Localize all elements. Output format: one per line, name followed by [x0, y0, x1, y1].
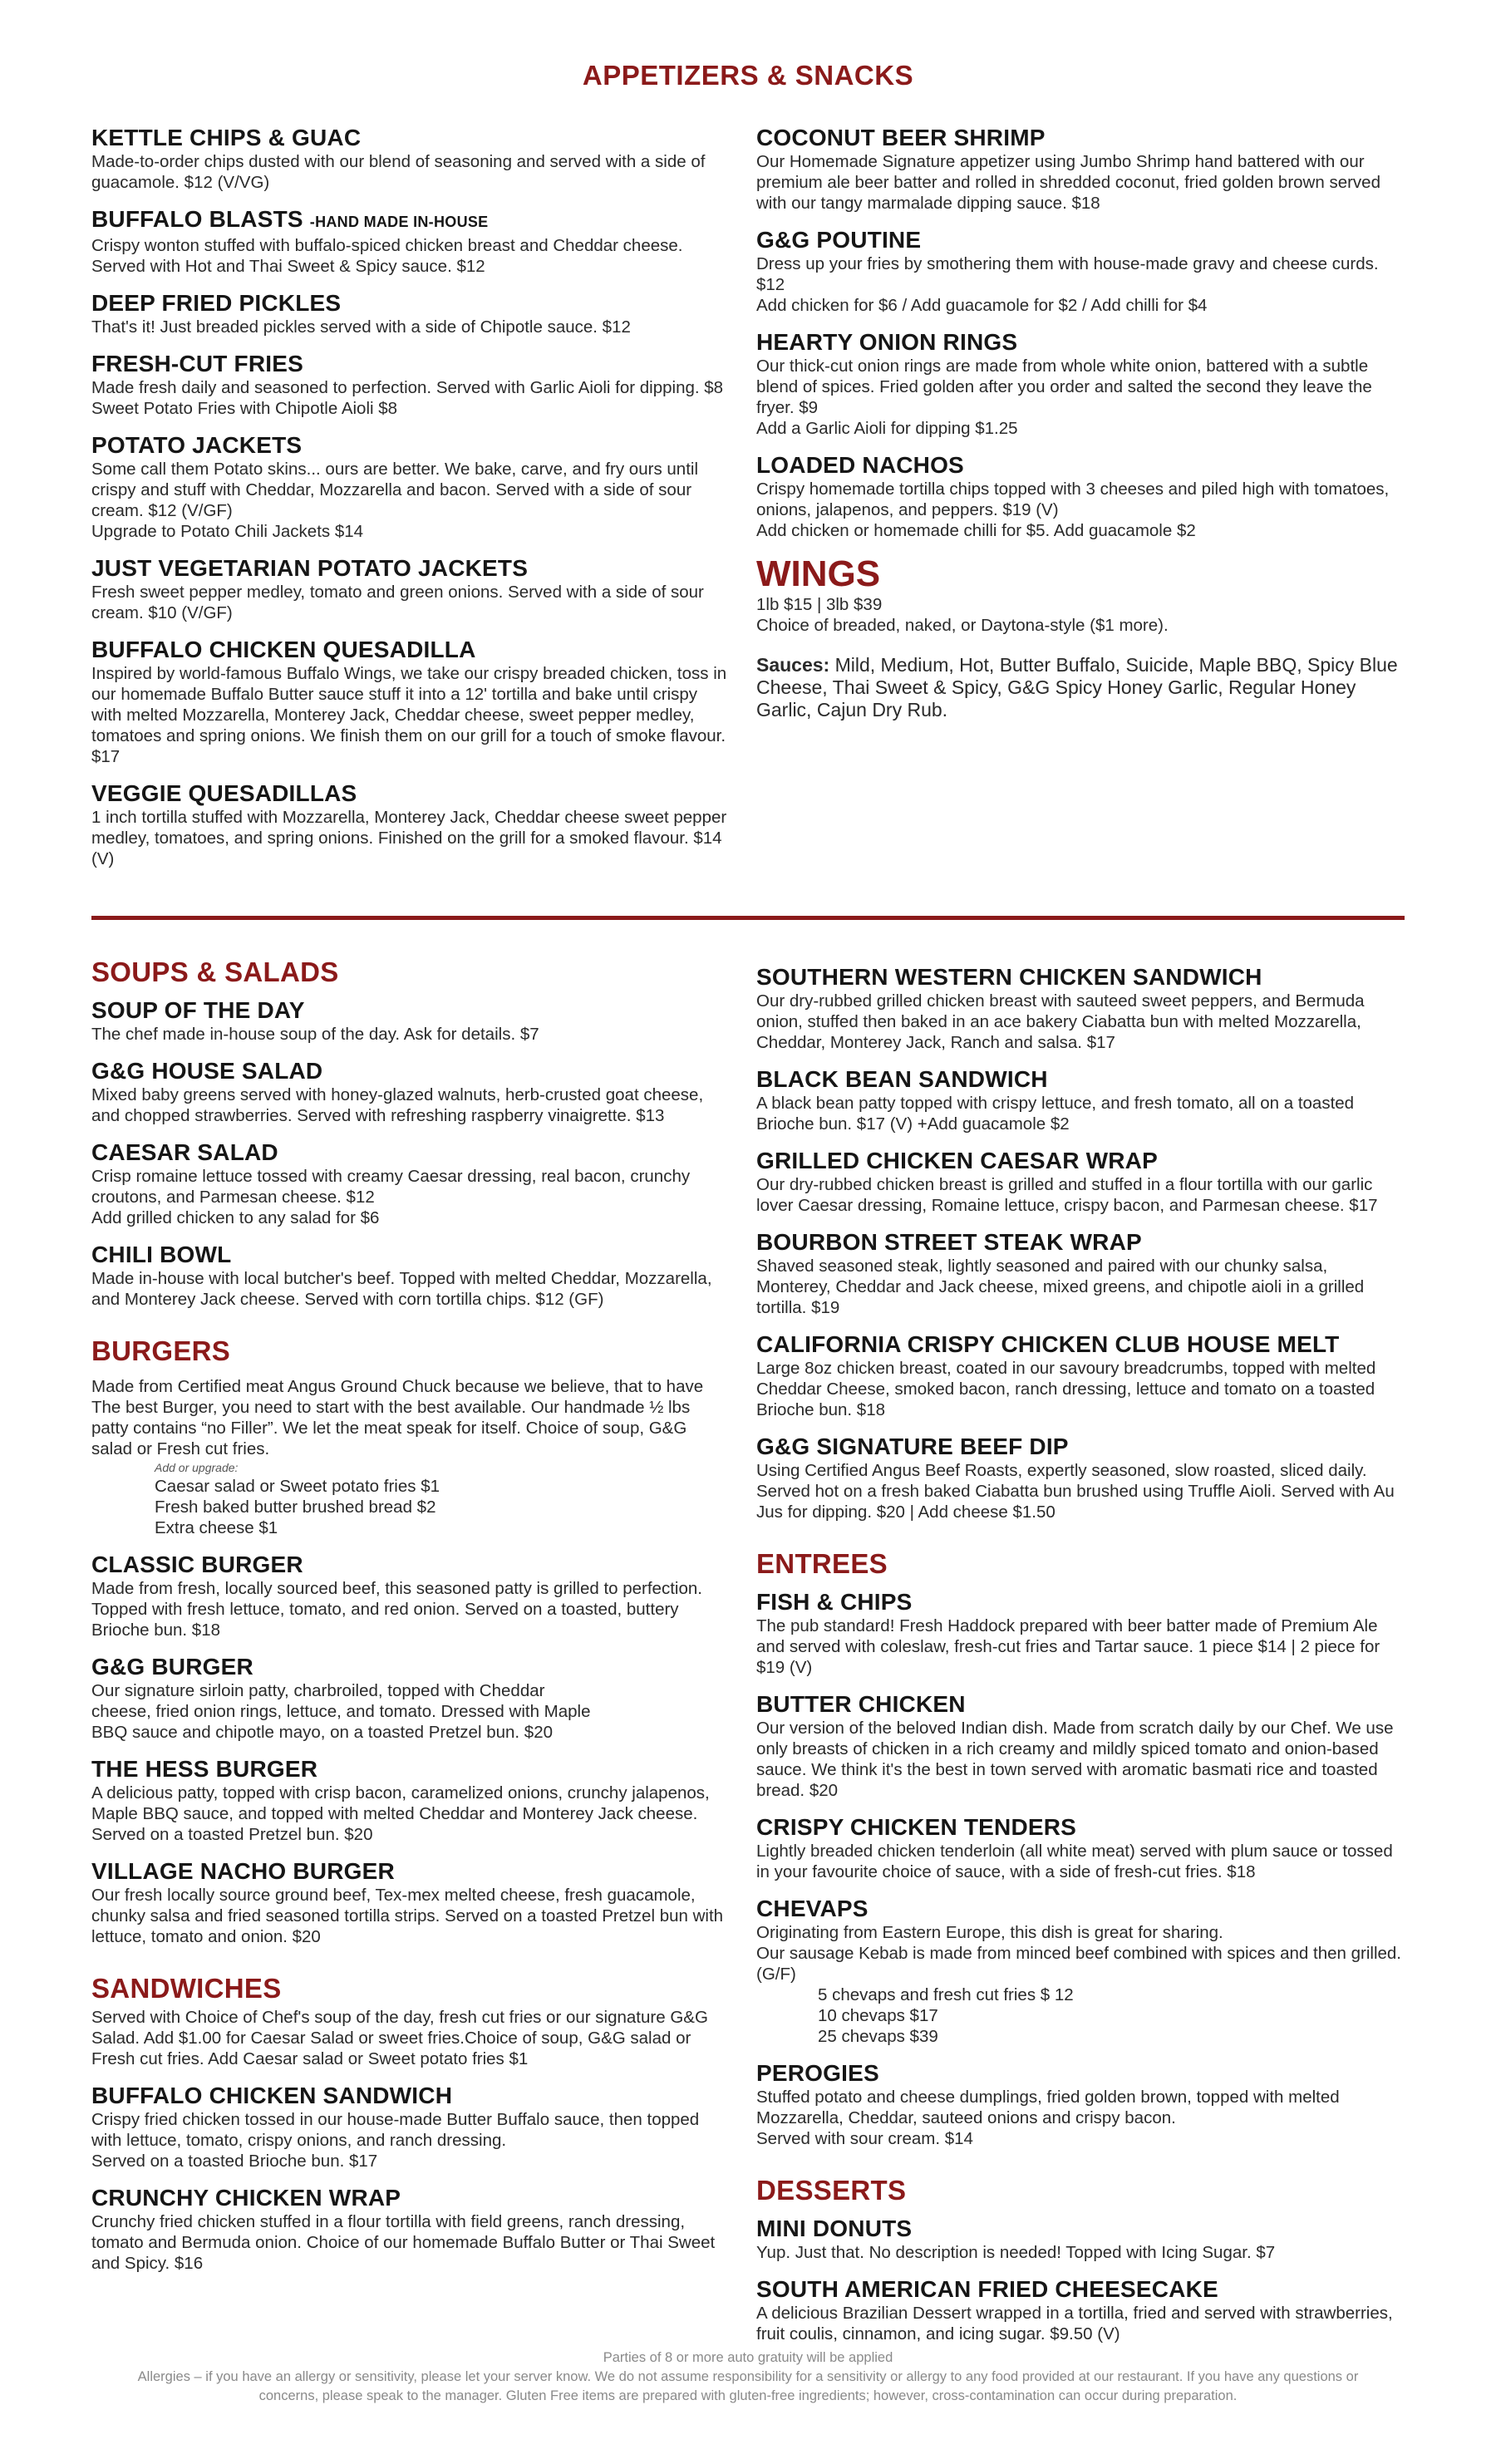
item-name: PEROGIES — [756, 2060, 879, 2086]
allergy-note: Allergies – if you have an allergy or sensitivity, please let your server know. We do not assume responsibility for a sensitivity or allergy to any food provided at our restaurant. If you have any questions or — [137, 2369, 1359, 2384]
appetizers-right-column — [756, 125, 1405, 721]
menu-item — [756, 1434, 1405, 1522]
menu-item — [91, 1858, 731, 1947]
item-name: JUST VEGETARIAN POTATO JACKETS — [91, 555, 529, 581]
addon-line: Caesar salad or Sweet potato fries $1 — [155, 1477, 440, 1496]
menu-item — [91, 1139, 731, 1228]
item-description: Lightly breaded chicken tenderloin (all white meat) served with plum sauce or tossed in your favourite choice of sauce, with a side of fresh-cut fries. $18 — [756, 1842, 1393, 1881]
section-divider — [91, 916, 1405, 920]
menu-item — [756, 1066, 1405, 1134]
item-name: VEGGIE QUESADILLAS — [91, 780, 357, 806]
item-name: VILLAGE NACHO BURGER — [91, 1858, 395, 1884]
menu-item — [756, 227, 1405, 316]
wings-choice: Choice of breaded, naked, or Daytona-style ($1 more). — [756, 616, 1169, 635]
item-description: Our fresh locally source ground beef, Tex-mex melted cheese, fresh guacamole, chunky salsa and fried seasoned tortilla strips. Served on a toasted Pretzel bun with lettuce, tomato and onion. $20 — [91, 1886, 724, 1946]
item-description: Upgrade to Potato Chili Jackets $14 — [91, 522, 364, 541]
sauces-label: Sauces: — [756, 654, 830, 676]
item-description: Our signature sirloin patty, charbroiled, topped with Cheddar — [91, 1681, 545, 1700]
wings-sauces — [756, 654, 1405, 721]
menu-item — [756, 1814, 1405, 1882]
burgers-intro: Made from Certified meat Angus Ground Chuck because we believe, that to have The best Burger, you need to start with the best available. Our handmade ½ lbs patty contains “no Filler”. We let the meat speak for itself. Choice of soup, G&G salad or Fresh cut fries. — [91, 1377, 704, 1458]
item-name: HEARTY ONION RINGS — [756, 329, 1018, 355]
item-description: Stuffed potato and cheese dumplings, fried golden brown, topped with melted Mozzarella, Cheddar, sauteed onions and crispy bacon. — [756, 2088, 1340, 2127]
item-name: GRILLED CHICKEN CAESAR WRAP — [756, 1148, 1158, 1173]
menu-item — [756, 1229, 1405, 1318]
item-name: CAESAR SALAD — [91, 1139, 278, 1165]
item-description: Using Certified Angus Beef Roasts, expertly seasoned, slow roasted, sliced daily. Served hot on a fresh baked Ciabatta bun brushed using Truffle Aioli. Served with Au Jus for dipping. $20 | Add cheese $1.50 — [756, 1461, 1395, 1522]
menu-item — [91, 206, 731, 277]
item-description: Add grilled chicken to any salad for $6 — [91, 1208, 380, 1227]
addon-line: Fresh baked butter brushed bread $2 — [155, 1498, 436, 1517]
menu-item — [91, 1654, 731, 1743]
menu-item — [91, 290, 731, 337]
lower-left-column — [91, 956, 731, 2287]
item-name: KETTLE CHIPS & GUAC — [91, 125, 362, 150]
item-description: Originating from Eastern Europe, this dish is great for sharing. — [756, 1923, 1223, 1942]
item-description: Fresh sweet pepper medley, tomato and green onions. Served with a side of sour cream. $10 (V/GF) — [91, 583, 704, 622]
wings-section — [756, 554, 1405, 721]
menu-item — [91, 780, 731, 869]
item-name: CRUNCHY CHICKEN WRAP — [91, 2185, 401, 2211]
item-description: That's it! Just breaded pickles served with a side of Chipotle sauce. $12 — [91, 317, 631, 337]
menu-item — [91, 1552, 731, 1640]
item-name: CHEVAPS — [756, 1896, 869, 1921]
item-description: 1 inch tortilla stuffed with Mozzarella, Monterey Jack, Cheddar cheese sweet pepper medley, tomatoes, and spring onions. Finished on the grill for a smoked flavour. $14 (V) — [91, 808, 727, 868]
menu-item — [91, 2083, 731, 2171]
item-description: Served with sour cream. $14 — [756, 2129, 973, 2148]
item-description: Made in-house with local butcher's beef. Topped with melted Cheddar, Mozzarella, and Monterey Jack cheese. Served with corn tortilla chips. $12 (GF) — [91, 1269, 712, 1309]
menu-item — [756, 125, 1405, 214]
item-description: Add a Garlic Aioli for dipping $1.25 — [756, 419, 1018, 438]
item-description: cheese, fried onion rings, lettuce, and tomato. Dressed with Maple — [91, 1702, 591, 1721]
menu-item — [91, 637, 731, 767]
menu-item — [756, 2216, 1405, 2263]
item-description: Inspired by world-famous Buffalo Wings, we take our crispy breaded chicken, toss in our homemade Buffalo Butter sauce stuff it into a 12' tortilla and bake until crispy with melted Mozzarella, Monterey Jack, Cheddar cheese, sweet pepper medley, tomatoes and spring onions. We finish them on our grill for a touch of smoke flavour. $17 — [91, 664, 727, 766]
item-name-text: BUFFALO BLASTS — [91, 206, 303, 232]
item-name: CALIFORNIA CRISPY CHICKEN CLUB HOUSE MELT — [756, 1331, 1340, 1357]
item-description: Shaved seasoned steak, lightly seasoned and paired with our chunky salsa, Monterey, Cheddar and Jack cheese, mixed greens, and chipotle aioli in a grilled tortilla. $19 — [756, 1257, 1365, 1317]
item-name: BOURBON STREET STEAK WRAP — [756, 1229, 1142, 1255]
item-name: FRESH-CUT FRIES — [91, 351, 303, 376]
item-description: Served on a toasted Brioche bun. $17 — [91, 2152, 378, 2171]
item-description: A delicious patty, topped with crisp bacon, caramelized onions, crunchy jalapenos, Maple BBQ sauce, and topped with melted Cheddar and Monterey Jack cheese. Served on a toasted Pretzel bun. $20 — [91, 1783, 710, 1844]
menu-item — [756, 1589, 1405, 1678]
item-description: Crispy wonton stuffed with buffalo-spiced chicken breast and Cheddar cheese. Served with Hot and Thai Sweet & Spicy sauce. $12 — [91, 236, 683, 276]
burgers-heading: BURGERS — [91, 1335, 231, 1366]
item-description: Yup. Just that. No description is needed! Topped with Icing Sugar. $7 — [756, 2243, 1276, 2262]
item-description: Some call them Potato skins... ours are better. We bake, carve, and fry ours until crispy and stuff with Cheddar, Mozzarella and bacon. Served with a side of sour cream. $12 (V/GF) — [91, 460, 698, 520]
wings-heading: WINGS — [756, 553, 881, 594]
lower-right-column — [756, 964, 1405, 2358]
item-name: SOUTHERN WESTERN CHICKEN SANDWICH — [756, 964, 1262, 990]
desserts-heading: DESSERTS — [756, 2175, 907, 2206]
item-name: CHILI BOWL — [91, 1242, 232, 1267]
soups-salads-heading: SOUPS & SALADS — [91, 957, 339, 987]
item-description: Add chicken or homemade chilli for $5. Add guacamole $2 — [756, 521, 1196, 540]
menu-item — [91, 1058, 731, 1126]
wings-price: 1lb $15 | 3lb $39 — [756, 595, 883, 614]
item-tag: -HAND MADE IN-HOUSE — [309, 214, 489, 230]
menu-item — [756, 1148, 1405, 1216]
item-name: CRISPY CHICKEN TENDERS — [756, 1814, 1077, 1840]
item-name: SOUTH AMERICAN FRIED CHEESECAKE — [756, 2276, 1218, 2302]
appetizers-heading: APPETIZERS & SNACKS — [582, 60, 914, 91]
sandwiches-heading: SANDWICHES — [91, 1973, 282, 2004]
addon-note: Add or upgrade: — [155, 1461, 239, 1474]
item-description: Made-to-order chips dusted with our blend of seasoning and served with a side of guacamole. $12 (V/VG) — [91, 152, 706, 192]
allergy-note: concerns, please speak to the manager. Gluten Free items are prepared with gluten-free ingredients; however, cross-contamination can occur during preparation. — [258, 2388, 1238, 2403]
item-description: Crisp romaine lettuce tossed with creamy Caesar dressing, real bacon, crunchy croutons, and Parmesan cheese. $12 — [91, 1167, 691, 1207]
item-description: The chef made in-house soup of the day. Ask for details. $7 — [91, 1025, 539, 1044]
item-name: DEEP FRIED PICKLES — [91, 290, 342, 316]
option-line: 5 chevaps and fresh cut fries $ 12 — [818, 1985, 1074, 2004]
menu-item — [756, 329, 1405, 439]
menu-item — [91, 1756, 731, 1845]
menu-item — [91, 997, 731, 1045]
item-name: G&G SIGNATURE BEEF DIP — [756, 1434, 1069, 1459]
item-description: Made from fresh, locally sourced beef, this seasoned patty is grilled to perfection. Topped with fresh lettuce, tomato, and red onion. Served on a toasted, buttery Brioche bun. $18 — [91, 1579, 702, 1640]
item-name — [91, 206, 731, 235]
option-line: 25 chevaps $39 — [818, 2027, 938, 2046]
menu-item — [91, 351, 731, 419]
item-name: BUFFALO CHICKEN SANDWICH — [91, 2083, 453, 2108]
appetizers-left-column — [91, 125, 731, 883]
item-description: Our dry-rubbed grilled chicken breast with sauteed sweet peppers, and Bermuda onion, stuffed then baked in an ace bakery Ciabatta bun with melted Mozzarella, Cheddar, Monterey Jack, Ranch and salsa. $17 — [756, 991, 1365, 1052]
menu-item — [756, 2060, 1405, 2149]
menu-item — [91, 1242, 731, 1310]
item-description: Our sausage Kebab is made from minced beef combined with spices and then grilled. (G/F) — [756, 1944, 1402, 1984]
item-description: Our dry-rubbed chicken breast is grilled and stuffed in a flour tortilla with our garlic lover Caesar dressing, Romaine lettuce, crispy bacon, and Parmesan cheese. $17 — [756, 1175, 1378, 1215]
item-description: Add chicken for $6 / Add guacamole for $2 / Add chilli for $4 — [756, 296, 1208, 315]
menu-item — [91, 432, 731, 542]
item-name: FISH & CHIPS — [756, 1589, 913, 1615]
menu-item — [91, 125, 731, 193]
item-name: BLACK BEAN SANDWICH — [756, 1066, 1048, 1092]
footer — [91, 2348, 1405, 2406]
item-description: A delicious Brazilian Dessert wrapped in a tortilla, fried and served with strawberries, fruit coulis, cinnamon, and icing sugar. $9.50 (V) — [756, 2304, 1393, 2344]
item-name: LOADED NACHOS — [756, 452, 964, 478]
menu-item — [756, 452, 1405, 541]
item-description: BBQ sauce and chipotle mayo, on a toasted Pretzel bun. $20 — [91, 1723, 553, 1742]
item-description: Crispy fried chicken tossed in our house-made Butter Buffalo sauce, then topped with lettuce, tomato, crispy onions, and ranch dressing. — [91, 2110, 700, 2150]
item-description: Dress up your fries by smothering them with house-made gravy and cheese curds. $12 — [756, 254, 1379, 294]
option-line: 10 chevaps $17 — [818, 2006, 938, 2025]
item-name: G&G POUTINE — [756, 227, 922, 253]
item-name: THE HESS BURGER — [91, 1756, 318, 1782]
menu-item — [91, 555, 731, 623]
gratuity-note: Parties of 8 or more auto gratuity will be applied — [603, 2350, 893, 2365]
item-name: G&G BURGER — [91, 1654, 253, 1680]
item-name: BUFFALO CHICKEN QUESADILLA — [91, 637, 476, 662]
item-name: SOUP OF THE DAY — [91, 997, 305, 1023]
item-name: CLASSIC BURGER — [91, 1552, 303, 1577]
item-description: The pub standard! Fresh Haddock prepared with beer batter made of Premium Ale and served with coleslaw, fresh-cut fries and Tartar sauce. 1 piece $14 | 2 piece for $19 (V) — [756, 1616, 1380, 1677]
item-description: Made fresh daily and seasoned to perfection. Served with Garlic Aioli for dipping. $8 Sweet Potato Fries with Chipotle Aioli $8 — [91, 378, 724, 418]
item-name: G&G HOUSE SALAD — [91, 1058, 323, 1084]
sandwiches-intro: Served with Choice of Chef's soup of the day, fresh cut fries or our signature G&G Salad. Add $1.00 for Caesar Salad or sweet fries.Choice of soup, G&G salad or Fresh cut fries. Add Caesar salad or Sweet potato fries $1 — [91, 2008, 708, 2068]
menu-item — [756, 1691, 1405, 1801]
item-description: A black bean patty topped with crispy lettuce, and fresh tomato, all on a toasted Brioche bun. $17 (V) +Add guacamole $2 — [756, 1094, 1355, 1134]
item-description: Our thick-cut onion rings are made from whole white onion, battered with a subtle blend of spices. Fried golden after you order and salted the second they leave the fryer. $9 — [756, 357, 1372, 417]
item-name: COCONUT BEER SHRIMP — [756, 125, 1046, 150]
addon-line: Extra cheese $1 — [155, 1518, 278, 1537]
item-description: Large 8oz chicken breast, coated in our savoury breadcrumbs, topped with melted Cheddar Cheese, smoked bacon, ranch dressing, lettuce and tomato on a toasted Brioche bun. $18 — [756, 1359, 1376, 1419]
item-description: Our version of the beloved Indian dish. Made from scratch daily by our Chef. We use only breasts of chicken in a rich creamy and mildly spiced tomato and onion-based sauce. We think it's the best in town served with aromatic basmati rice and toasted bread. $20 — [756, 1719, 1394, 1800]
menu-item — [756, 1896, 1405, 2047]
menu-item — [756, 2276, 1405, 2344]
item-description: Crispy homemade tortilla chips topped with 3 cheeses and piled high with tomatoes, onions, jalapenos, and peppers. $19 (V) — [756, 480, 1390, 519]
item-name: BUTTER CHICKEN — [756, 1691, 966, 1717]
sauces-list: Mild, Medium, Hot, Butter Buffalo, Suicide, Maple BBQ, Spicy Blue Cheese, Thai Sweet & Spicy, G&G Spicy Honey Garlic, Regular Honey Garlic, Cajun Dry Rub. — [756, 654, 1398, 721]
item-description: Mixed baby greens served with honey-glazed walnuts, herb-crusted goat cheese, and chopped strawberries. Served with refreshing raspberry vinaigrette. $13 — [91, 1085, 704, 1125]
menu-item — [756, 1331, 1405, 1420]
menu-item — [756, 964, 1405, 1053]
item-name: POTATO JACKETS — [91, 432, 303, 458]
item-description: Our Homemade Signature appetizer using Jumbo Shrimp hand battered with our premium ale beer batter and rolled in shredded coconut, fried golden brown served with our tangy marmalade dipping sauce. $18 — [756, 152, 1380, 213]
item-name: MINI DONUTS — [756, 2216, 913, 2241]
item-description: Crunchy fried chicken stuffed in a flour tortilla with field greens, ranch dressing, tomato and Bermuda onion. Choice of our homemade Buffalo Butter or Thai Sweet and Spicy. $16 — [91, 2212, 716, 2273]
entrees-heading: ENTREES — [756, 1548, 888, 1579]
menu-item — [91, 2185, 731, 2274]
